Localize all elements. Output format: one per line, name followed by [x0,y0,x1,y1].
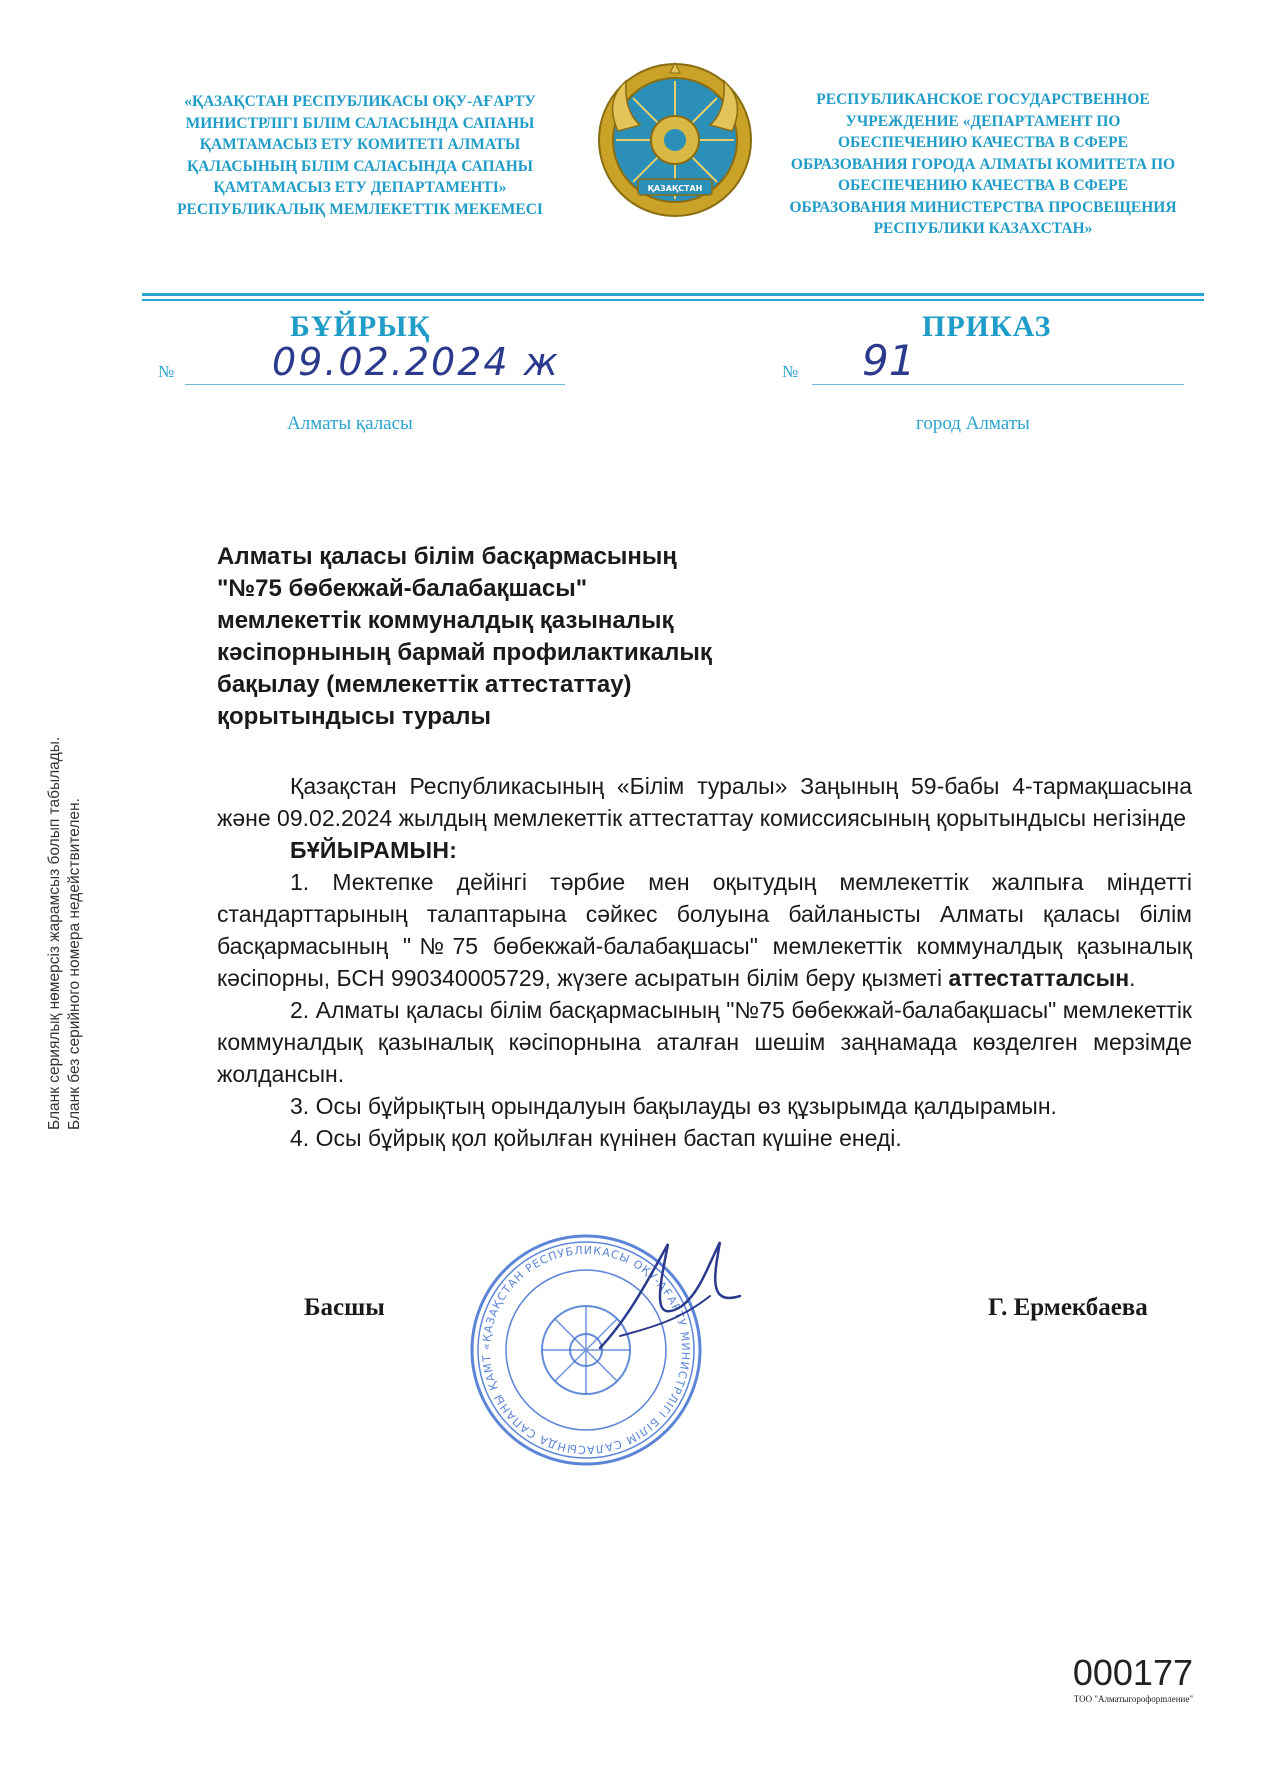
handwritten-number: 91 [862,336,916,385]
org-kz-line: «ҚАЗАҚСТАН РЕСПУБЛИКАСЫ ОҚУ-АҒАРТУ [184,93,536,110]
order-item-1: 1. Мектепке дейінгі тәрбие мен оқытудың мемлекеттік жалпыға міндетті стандарттарының талаптарына сәйкес болуына байланысты Алматы қаласы білім басқармасының "№75 бөбекжай-балабақшасы" мемлекеттік коммуналдық қазыналық кәсіпорны, БСН 990340005729, жүзеге асыратын білім беру қызметі аттестатталсын. [217,869,1192,991]
order-item-4: 4. Осы бұйрық қол қойылған күнінен бастап күшіне енеді. [290,1125,902,1151]
emblem-band-text: ҚАЗАҚСТАН [647,184,703,193]
city-kz: Алматы қаласы [287,413,413,434]
handwritten-date: 09.02.2024 ж [272,340,560,384]
org-ru-line: ОБРАЗОВАНИЯ ГОРОДА АЛМАТЫ КОМИТЕТА ПО [790,155,1176,173]
subject-line: қорытындысы туралы [217,703,491,730]
order-item-1-bold: аттестатталсын [948,965,1130,991]
org-ru-line: УЧРЕЖДЕНИЕ «ДЕПАРТАМЕНТ ПО [845,112,1121,130]
subject-line: мемлекеттік коммуналдық қазыналық [217,607,674,634]
org-ru-line: ОБЕСПЕЧЕНИЮ КАЧЕСТВА В СФЕРЕ [837,177,1128,194]
seal-ring-text: «ҚАЗАҚСТАН РЕСПУБЛИКАСЫ ОҚУ-АҒАРТУ МИНИСТРЛІГІ БІЛІМ САЛАСЫНДА САПАНЫ ҚАМТ [479,1243,693,1457]
order-item-1-text: 1. Мектепке дейінгі тәрбие мен оқытудың мемлекеттік жалпыға міндетті стандарттарының талаптарына сәйкес болуына байланысты Алматы қаласы білім басқармасының "№75 бөбекжай-балабақшасы" мемлекеттік коммуналдық қазыналық кәсіпорны, БСН 990340005729, жүзеге асыратын білім беру қызметі [217,869,1192,991]
org-kz-line: ҚАЛАСЫНЫҢ БІЛІМ САЛАСЫНДА САПАНЫ [187,157,533,175]
number-sign-left: № [158,362,175,381]
org-name-kz [140,91,580,220]
signatory-position: Басшы [304,1294,385,1321]
order-item-2: 2. Алматы қаласы білім басқармасының "№75 бөбекжай-балабақшасы" мемлекеттік коммуналдық қазыналық кәсіпорнына аталған шешім заңнамада көзделген мерзімде жолдансын. [217,997,1192,1087]
preamble: Қазақстан Республикасының «Білім туралы» Заңының 59-бабы 4-тармақшасына және 09.02.2024 жылдың мемлекеттік аттестаттау комиссиясының қорытындысы негізінде [217,773,1192,831]
org-name-ru [758,89,1208,240]
serial-disclaimer-ru: Бланк без серийного номера недействителен. [66,798,83,1130]
org-ru-line: ОБЕСПЕЧЕНИЮ КАЧЕСТВА В СФЕРЕ [837,134,1128,151]
subject-line: "№75 бөбекжай-балабақшасы" [217,575,588,602]
printer-imprint: ТОО "Алматыгорофорmление" [1073,1694,1193,1704]
serial-disclaimer [45,737,85,1130]
org-ru-line: РЕСПУБЛИКАНСКОЕ ГОСУДАРСТВЕННОЕ [816,91,1150,108]
subject-line: Алматы қаласы білім басқармасының [217,543,677,570]
org-ru-line: РЕСПУБЛИКИ КАЗАХСТАН» [873,220,1093,237]
org-ru-line: ОБРАЗОВАНИЯ МИНИСТЕРСТВА ПРОСВЕЩЕНИЯ [789,198,1177,216]
order-body [217,770,1192,1154]
order-title-kz: БҰЙРЫҚ [290,310,431,343]
order-word: БҰЙЫРАМЫН: [290,837,458,863]
subject-line: бақылау (мемлекеттік аттестаттау) [217,671,632,698]
org-kz-line: МИНИСТРЛІГІ БІЛІМ САЛАСЫНДА САПАНЫ [185,114,535,132]
org-kz-line: ҚАМТАМАСЫЗ ЕТУ КОМИТЕТІ АЛМАТЫ [199,136,521,153]
signatory-name: Г. Ермекбаева [988,1294,1148,1321]
order-title-ru: ПРИКАЗ [922,310,1052,343]
org-kz-line: ҚАМТАМАСЫЗ ЕТУ ДЕПАРТАМЕНТІ» [213,179,507,196]
order-item-3: 3. Осы бұйрықтың орындалуын бақылауды өз құзырымда қалдырамын. [290,1093,1057,1119]
serial-disclaimer-kz: Бланк сериялық нөмерсіз жарамсыз болып табылады. [46,736,63,1130]
city-ru: город Алматы [916,413,1030,434]
number-sign-right: № [782,362,799,381]
header-divider-thin [142,299,1204,301]
handwritten-signature-icon [590,1236,750,1356]
form-serial-number: 000177 [1072,1652,1193,1693]
header-divider [142,293,1204,296]
date-line [185,384,565,385]
order-subject [217,541,777,733]
subject-line: кәсіпорнының бармай профилактикалық [217,639,712,666]
org-kz-line: РЕСПУБЛИКАЛЫҚ МЕМЛЕКЕТТІК МЕКЕМЕСІ [177,200,543,218]
state-emblem-icon [596,61,754,219]
